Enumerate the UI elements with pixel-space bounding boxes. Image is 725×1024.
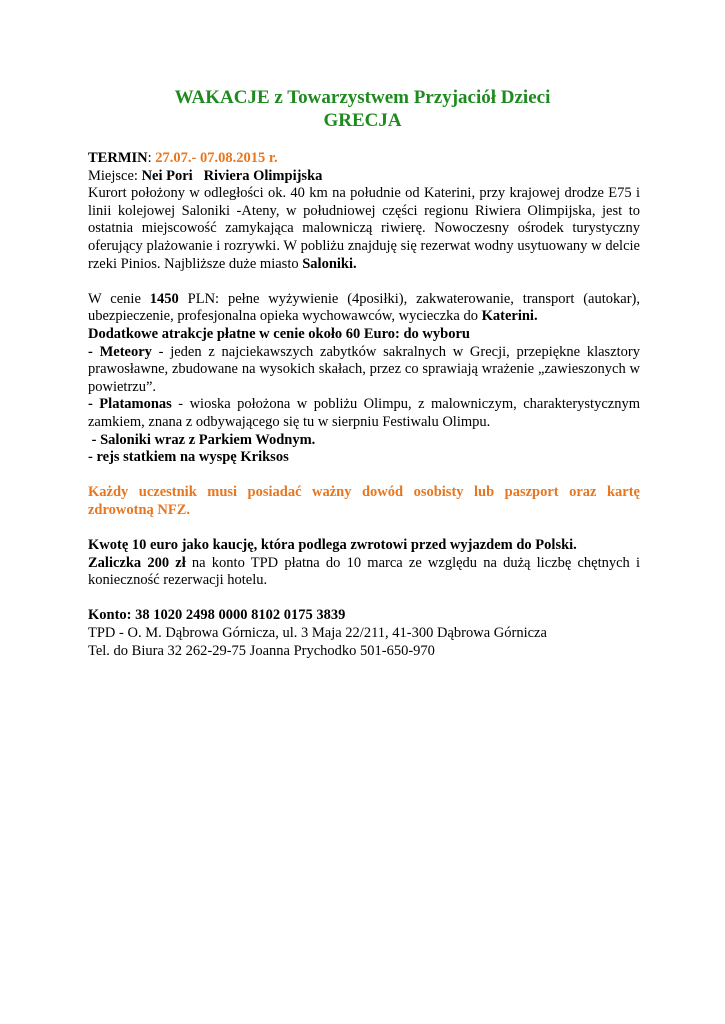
- meteory-text: - jeden z najciekawszych zabytków sakralnych w Grecji, przepiękne klasztory prawosławne, zbudowane na wysokich skałach, przez co sprawiają wrażenie „zawieszonych w powietrzu”.: [88, 343, 640, 395]
- termin-line: [88, 150, 640, 168]
- meteory-label: - Meteory: [88, 343, 152, 360]
- extras-saloniki: - Saloniki wraz z Parkiem Wodnym.: [88, 431, 316, 448]
- termin-label: TERMIN: [88, 150, 148, 166]
- zaliczka-text: na konto TPD płatna do 10 marca ze względu na dużą liczbę chętnych i konieczność rezerwacji hotelu.: [88, 554, 640, 589]
- deposit-kaucja: Kwotę 10 euro jako kaucję, która podlega zwrotowi przed wyjazdem do Polski.: [88, 537, 577, 554]
- spacer: [88, 590, 640, 608]
- warning-paragraph: Każdy uczestnik musi posiadać ważny dowód osobisty lub paszport oraz kartę zdrowotną NFZ.: [88, 484, 640, 518]
- platamonas-label: - Platamonas: [88, 396, 172, 413]
- price-paragraph: [88, 291, 640, 326]
- deposit-zaliczka: [88, 555, 640, 590]
- termin-separator: :: [147, 150, 156, 166]
- description-city: Saloniki.: [302, 255, 357, 272]
- extras-rejs: - rejs statkiem na wyspę Kriksos: [88, 449, 289, 466]
- description-text: Kurort położony w odległości ok. 40 km na południe od Katerini, przy krajowej drodze E75 i linii kolejowej Saloniki -Ateny, w południowej części regionu Riwiera Olimpijska, jest to ostatnia miejscowość zamykająca malowniczą riwierę. Nowoczesny ośrodek turystyczny oferujący plażowanie i rozrywki. W pobliżu znajduję się rezerwat wodny usytuowany w delcie rzeki Pinios. Najbliższe duże miasto: [88, 185, 640, 272]
- miejsce-line: [88, 168, 640, 186]
- miejsce-value: Nei Pori Riviera Olimpijska: [141, 167, 323, 184]
- price-text: PLN: pełne wyżywienie (4posiłki), zakwaterowanie, transport (autokar), ubezpieczenie, profesjonalna opieka wychowawców, wycieczka do: [88, 290, 640, 325]
- price-amount: 1450: [149, 290, 179, 307]
- contact-phone: Tel. do Biura 32 262-29-75 Joanna Prychodko 501-650-970: [88, 642, 435, 659]
- spacer: [88, 467, 640, 485]
- spacer: [88, 519, 640, 537]
- title-line-2: GRECJA: [323, 110, 402, 131]
- zaliczka-label: Zaliczka 200 zł: [88, 554, 186, 571]
- contact-konto: Konto: 38 1020 2498 0000 8102 0175 3839: [88, 607, 346, 624]
- miejsce-label: Miejsce:: [88, 167, 142, 184]
- document-body: [88, 150, 640, 660]
- extras-platamonas: [88, 396, 640, 431]
- extras-heading: Dodatkowe atrakcje płatne w cenie około 60 Euro: do wyboru: [88, 325, 470, 342]
- document-title: [0, 86, 725, 132]
- price-trip: Katerini.: [481, 308, 538, 325]
- description-paragraph: [88, 185, 640, 273]
- title-line-1: WAKACJE z Towarzystwem Przyjaciół Dzieci: [174, 87, 551, 108]
- contact-address: TPD - O. M. Dąbrowa Górnicza, ul. 3 Maja 22/211, 41-300 Dąbrowa Górnicza: [88, 625, 547, 642]
- termin-dates: 27.07.- 07.08.2015 r.: [155, 150, 278, 166]
- extras-meteory: [88, 344, 640, 397]
- platamonas-text: - wioska położona w pobliżu Olimpu, z malowniczym, charakterystycznym zamkiem, znana z odbywającego się tu w sierpniu Festiwalu Olimpu.: [88, 396, 640, 430]
- price-prefix: W cenie: [88, 290, 150, 307]
- spacer: [88, 273, 640, 291]
